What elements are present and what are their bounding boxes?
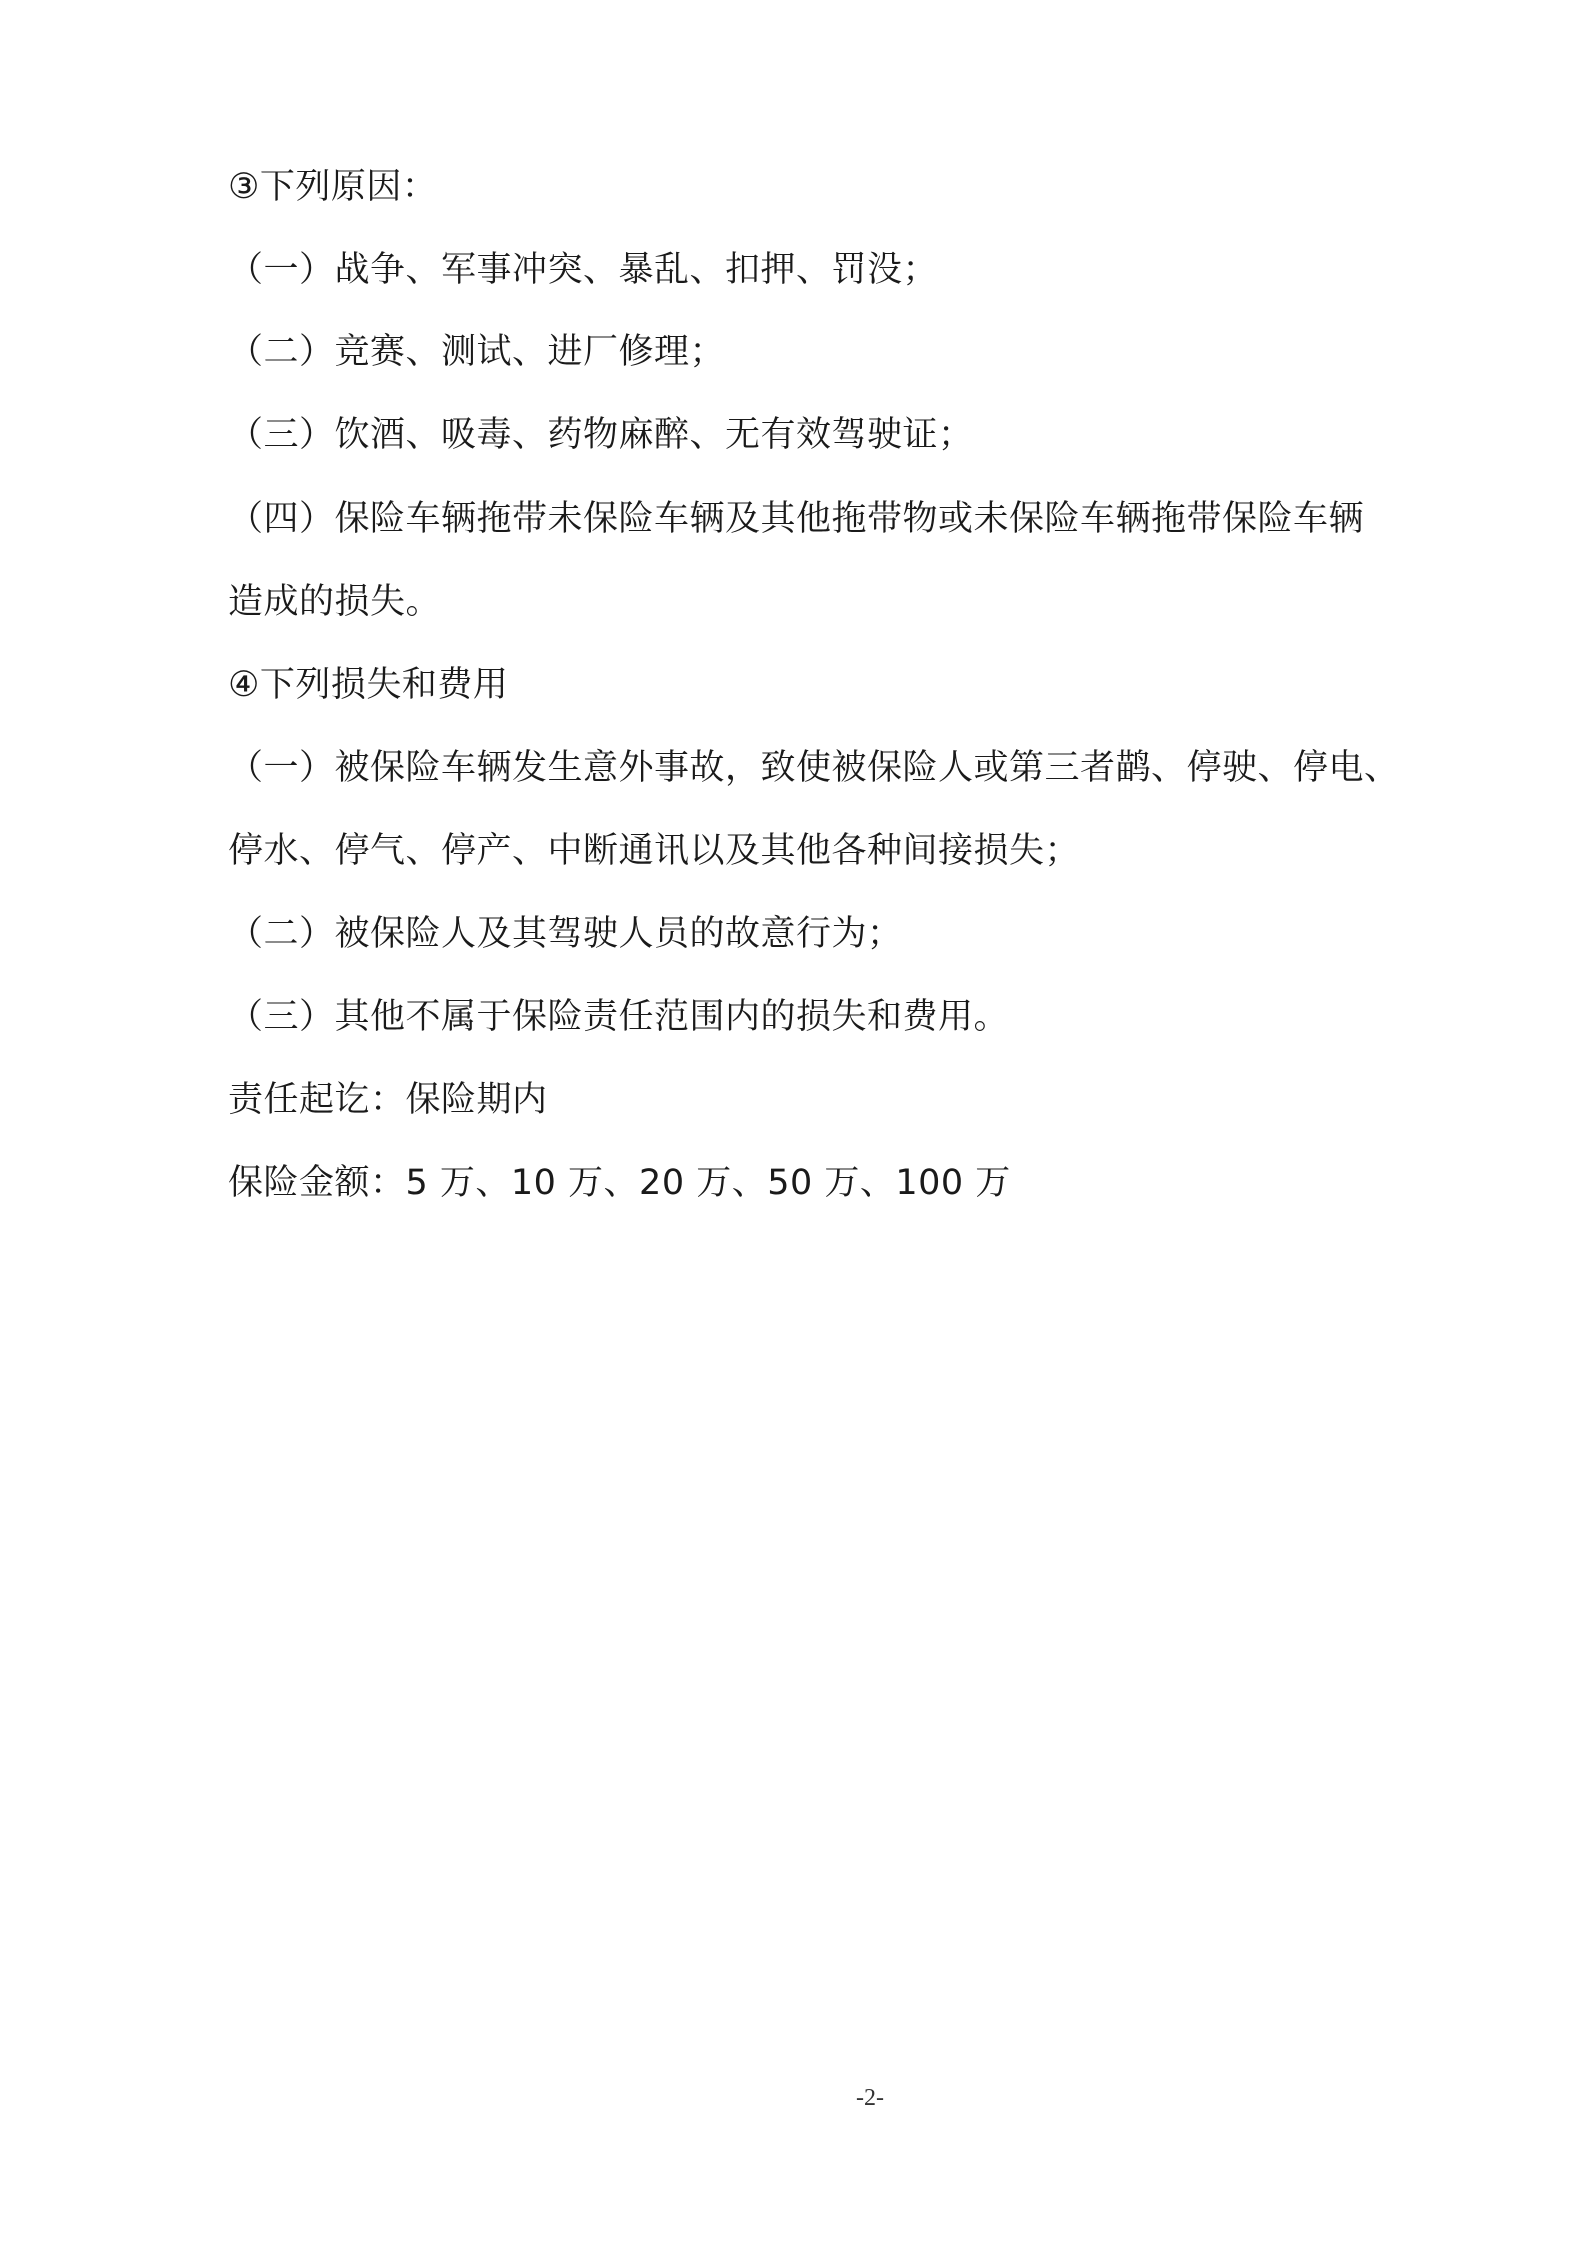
page-number: -2- [856,2085,884,2111]
excluded-loss-indirect: （一）被保险车辆发生意外事故，致使被保险人或第三者鹋、停驶、停电、 [228,748,1400,788]
excluded-loss-intentional: （二）被保险人及其驾驶人员的故意行为； [228,914,903,954]
exclusion-item-towing-continued: 造成的损失。 [228,582,442,622]
exclusion-reasons-heading: ③下列原因： [228,167,438,207]
excluded-loss-other: （三）其他不属于保险责任范围内的损失和费用。 [228,997,1010,1037]
insured-amount: 保险金额：5 万、10 万、20 万、50 万、100 万 [228,1163,1011,1203]
exclusion-item-competition: （二）竞赛、测试、进厂修理； [228,332,726,372]
exclusion-item-towing: （四）保险车辆拖带未保险车辆及其他拖带物或未保险车辆拖带保险车辆 [228,499,1365,539]
excluded-losses-heading: ④下列损失和费用 [228,665,509,705]
exclusion-item-drinking: （三）饮酒、吸毒、药物麻醉、无有效驾驶证； [228,415,974,455]
excluded-loss-indirect-continued: 停水、停气、停产、中断通讯以及其他各种间接损失； [228,831,1081,871]
liability-period: 责任起讫：保险期内 [228,1080,548,1120]
exclusion-item-war: （一）战争、军事冲突、暴乱、扣押、罚没； [228,250,939,290]
